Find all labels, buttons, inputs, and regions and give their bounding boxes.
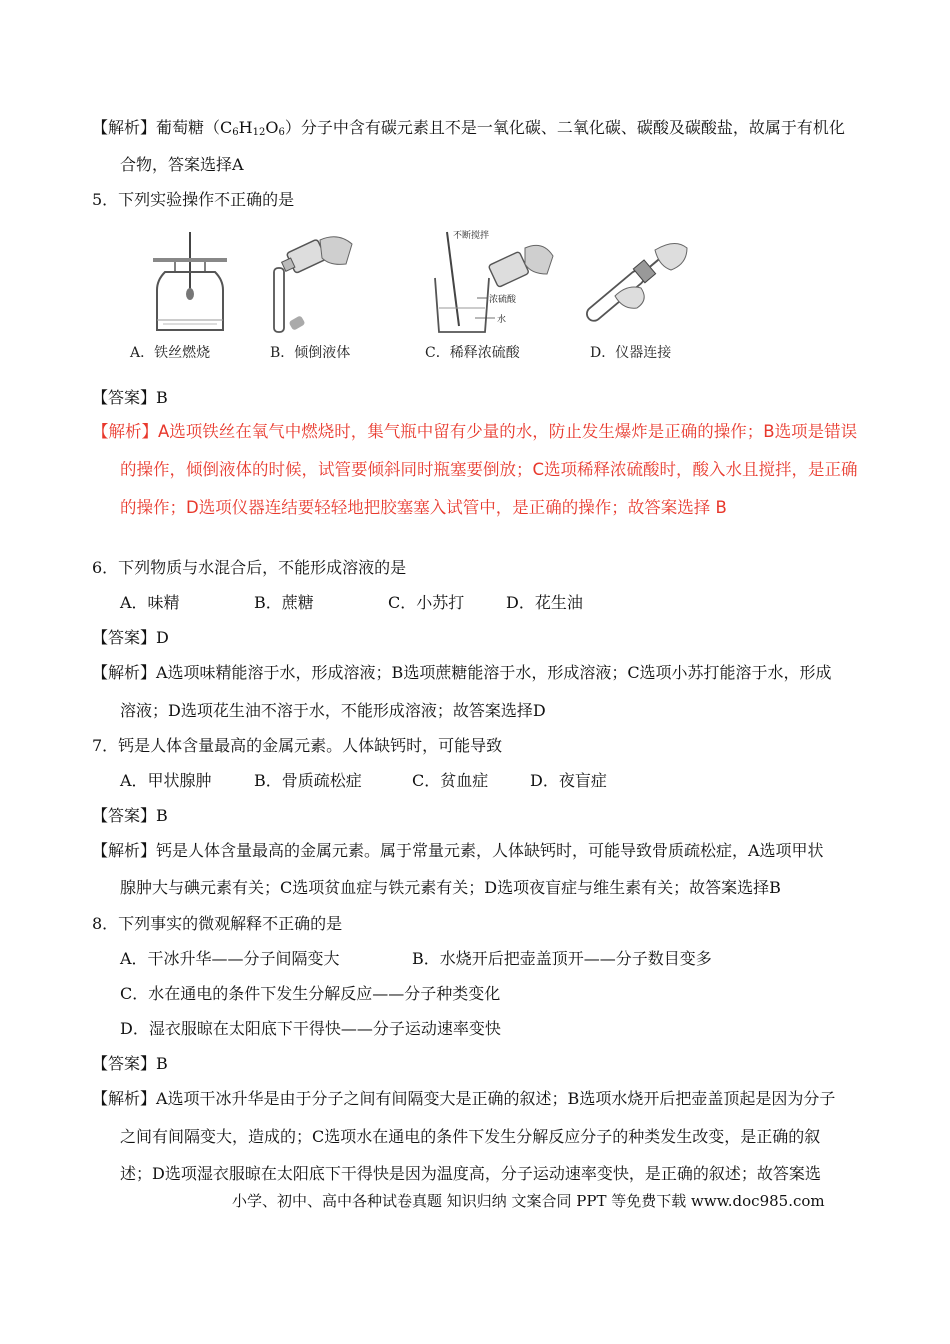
q8-stem: 8．下列事实的微观解释不正确的是: [92, 914, 343, 933]
figure-caption-b: B．倾倒液体: [270, 345, 351, 361]
q7-option-a: A．甲状腺肿: [120, 771, 212, 790]
q6-option-b: B．蔗糖: [254, 593, 314, 612]
q7-option-c: C．贫血症: [412, 771, 489, 790]
q7-option-b: B．骨质疏松症: [254, 771, 362, 790]
q5-analysis-line2: 的操作，倾倒液体的时候，试管要倾斜同时瓶塞要倒放；C选项稀释浓硫酸时，酸入水且搅拌，是正确: [120, 460, 858, 479]
q6-option-a: A．味精: [120, 593, 180, 612]
q7-answer: 【答案】B: [92, 806, 168, 825]
iron-wire-burning-figure: [135, 230, 245, 340]
q4-analysis-line2: 合物，答案选择A: [120, 155, 244, 174]
pouring-liquid-figure: [260, 228, 370, 338]
q7-analysis-line2: 腺肿大与碘元素有关；C选项贫血症与铁元素有关；D选项夜盲症与维生素有关；故答案选择B: [120, 878, 781, 897]
q6-option-c: C．小苏打: [388, 593, 465, 612]
acid-label: 浓硫酸: [489, 295, 517, 305]
figure-caption-d: D．仪器连接: [590, 345, 672, 361]
q8-answer: 【答案】B: [92, 1054, 168, 1073]
figure-caption-c: C．稀释浓硫酸: [425, 345, 520, 361]
q6-analysis-line1: 【解析】A选项味精能溶于水，形成溶液；B选项蔗糖能溶于水，形成溶液；C选项小苏打能溶于水，形成: [92, 663, 832, 682]
q4-analysis-line1: 【解析】葡萄糖$(C_6H_{12}O_6)$分子中含有碳元素且不是一氧化碳、二氧化碳、碳酸及碳酸盐，故属于有机化: [92, 118, 845, 138]
q5-answer: 【答案】B: [92, 388, 168, 407]
q8-option-d: D．湿衣服晾在太阳底下干得快——分子运动速率变快: [120, 1019, 501, 1038]
q8-option-b: B．水烧开后把壶盖顶开——分子数目变多: [412, 949, 712, 968]
figure-caption-a: A．铁丝燃烧: [130, 345, 211, 361]
q6-stem: 6．下列物质与水混合后，不能形成溶液的是: [92, 558, 407, 577]
diluting-acid-figure: [425, 228, 585, 340]
q8-analysis-line1: 【解析】A选项干冰升华是由于分子之间有间隔变大是正确的叙述；B选项水烧开后把壶盖顶起是因为分子: [92, 1089, 836, 1108]
water-label: 水: [497, 315, 507, 325]
q5-analysis-line1: 【解析】A选项铁丝在氧气中燃烧时，集气瓶中留有少量的水，防止发生爆炸是正确的操作；B选项是错误: [92, 422, 858, 441]
stir-label: 不断搅拌: [453, 231, 490, 241]
q6-answer: 【答案】D: [92, 628, 169, 647]
q8-option-c: C．水在通电的条件下发生分解反应——分子种类变化: [120, 984, 501, 1003]
q5-figure-row: [120, 228, 710, 368]
connecting-apparatus-figure: [575, 230, 705, 340]
q5-analysis-line3: 的操作；D选项仪器连结要轻轻地把胶塞塞入试管中，是正确的操作；故答案选择 B: [120, 498, 727, 517]
q8-analysis-line2: 之间有间隔变大，造成的；C选项水在通电的条件下发生分解反应分子的种类发生改变，是正确的叙: [120, 1127, 821, 1146]
q6-analysis-line2: 溶液；D选项花生油不溶于水，不能形成溶液；故答案选择D: [120, 701, 546, 720]
q8-analysis-line3: 述；D选项湿衣服晾在太阳底下干得快是因为温度高，分子运动速率变快，是正确的叙述；故答案选: [120, 1164, 821, 1183]
q8-option-a: A．干冰升华——分子间隔变大: [120, 949, 340, 968]
q5-stem: 5．下列实验操作不正确的是: [92, 190, 295, 209]
q7-option-d: D．夜盲症: [530, 771, 607, 790]
q7-stem: 7．钙是人体含量最高的金属元素。人体缺钙时，可能导致: [92, 736, 503, 755]
page-footer: 小学、初中、高中各种试卷真题 知识归纳 文案合同 PPT 等免费下载 www.doc985.com: [232, 1192, 825, 1210]
q6-option-d: D．花生油: [506, 593, 583, 612]
q7-analysis-line1: 【解析】钙是人体含量最高的金属元素。属于常量元素，人体缺钙时，可能导致骨质疏松症，A选项甲状: [92, 841, 824, 860]
